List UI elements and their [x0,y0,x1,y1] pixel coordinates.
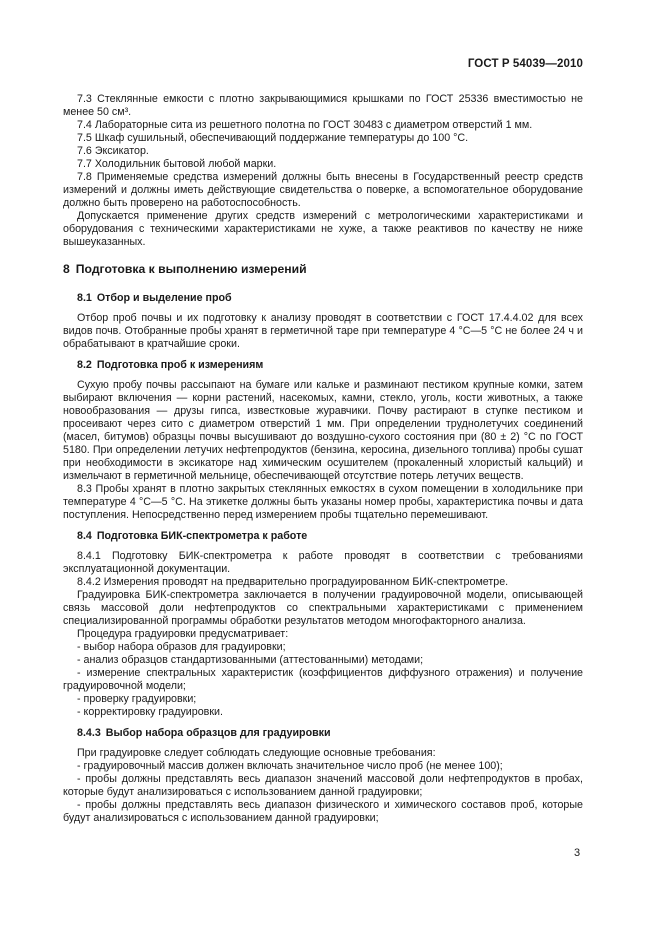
paragraph-7-7: 7.7 Холодильник бытовой любой марки. [77,158,277,170]
list-item: - корректировку градуировки. [77,706,223,718]
list-item: - пробы должны представлять весь диапазон физического и химического составов проб, которые будут анализироваться с использованием данной градуировки; [63,799,583,824]
paragraph-7-4: 7.4 Лабораторные сита из решетного полотна по ГОСТ 30483 с диаметром отверстий 1 мм. [77,119,533,131]
paragraph-8-4-1: 8.4.1 Подготовку БИК-спектрометра к работе проводят в соответствии с требованиями эксплуатационной документации. [63,550,583,575]
subsection-8-1-number: 8.1 [77,292,92,304]
list-item: - проверку градуировки; [77,693,197,705]
paragraph-7-3: 7.3 Стеклянные емкости с плотно закрывающимися крышками по ГОСТ 25336 вместимостью не менее 50 см³. [63,93,583,118]
section-8-number: 8 [63,262,70,276]
subsection-8-1-title: Отбор и выделение проб [96,292,232,304]
list-item: - измерение спектральных характеристик (коэффициентов диффузного отражения) и получение градуировочной модели; [63,667,583,692]
subsection-8-2-title: Подготовка проб к измерениям [96,359,264,371]
subsection-8-4-3-number: 8.4.3 [77,727,101,739]
paragraph-8-3: 8.3 Пробы хранят в плотно закрытых стеклянных емкостях в сухом помещении в холодильнике при температуре 4 °С—5 °С. На этикетке должны быть указаны номер пробы, характеристика почвы и дата поступления. Непосредственно перед измерением пробы тщательно перемешивают. [63,483,583,521]
paragraph-calibration-procedure: Процедура градуировки предусматривает: [77,628,289,640]
section-8-title: Подготовка к выполнению измерений [75,262,307,276]
list-item: - градуировочный массив должен включать значительное число проб (не менее 100); [77,760,503,772]
paragraph-allowance: Допускается применение других средств измерений с метрологическими характеристиками и оборудования с техническими характеристиками не хуже, а также реактивов по качеству не ниже вышеуказанных. [63,210,583,248]
paragraph-8-2: Сухую пробу почвы рассыпают на бумаге или кальке и разминают пестиком крупные комки, затем выбирают включения — корни растений, насекомых, камни, стекло, уголь, кости животных, а также новообразования — друзы гипса, известковые журавчики. Почву растирают в ступке пестиком и просеивают через сито с диаметром отверстий 1 мм. При определении труднолетучих соединений (масел, битумов) образцы почвы высушивают до воздушно-сухого состояния при (80 ± 2) °С по ГОСТ 5180. При определении летучих нефтепродуктов (бензина, керосина, дизельного топлива) пробы сушат при необходимости в эксикаторе над химическим осушителем (прокаленный хлористый кальций) и измельчают в герметичной мельнице, обеспечивающей отсутствие потерь летучих веществ. [63,379,583,482]
page-number: 3 [574,847,581,859]
paragraph-8-4-2: 8.4.2 Измерения проводят на предварительно проградуированном БИК-спектрометре. [77,576,509,588]
subsection-8-4-3-title: Выбор набора образцов для градуировки [105,727,331,739]
subsection-8-2-number: 8.2 [77,359,92,371]
list-item: - выбор набора образов для градуировки; [77,641,286,653]
subsection-8-4-title: Подготовка БИК-спектрометра к работе [96,530,308,542]
subsection-8-2-heading [63,359,583,372]
list-item: - пробы должны представлять весь диапазон значений массовой доли нефтепродуктов в пробах, которые будут анализироваться с использованием данной градуировки; [63,773,583,798]
paragraph-7-6: 7.6 Эксикатор. [77,145,149,157]
list-item: - анализ образцов стандартизованными (аттестованными) методами; [77,654,424,666]
paragraph-7-8: 7.8 Применяемые средства измерений должны быть внесены в Государственный реестр средств измерений и должны иметь действующие свидетельства о поверке, а вспомогательное оборудование должно быть проверено на работоспособность. [63,171,583,209]
paragraph-7-5: 7.5 Шкаф сушильный, обеспечивающий поддержание температуры до 100 °С. [77,132,469,144]
subsection-8-4-3-heading [63,727,583,740]
subsection-8-4-number: 8.4 [77,530,92,542]
subsection-8-4-heading [63,530,583,543]
paragraph-8-1: Отбор проб почвы и их подготовку к анализу проводят в соответствии с ГОСТ 17.4.4.02 для всех видов почв. Отобранные пробы хранят в герметичной таре при температуре 4 °С—5 °С не более 24 ч и обрабатывают в кратчайшие сроки. [63,312,583,350]
paragraph-calibration-definition: Градуировка БИК-спектрометра заключается в получении градуировочной модели, описывающей связь массовой доли нефтепродуктов со спектральными характеристиками с применением специализированной программы обработки результатов методом многофакторного анализа. [63,589,583,627]
standard-header: ГОСТ Р 54039—2010 [467,58,583,70]
subsection-8-1-heading [63,292,583,305]
paragraph-8-4-3-intro: При градуировке следует соблюдать следующие основные требования: [77,747,436,759]
document-body [63,93,583,825]
section-8-heading [63,263,583,276]
